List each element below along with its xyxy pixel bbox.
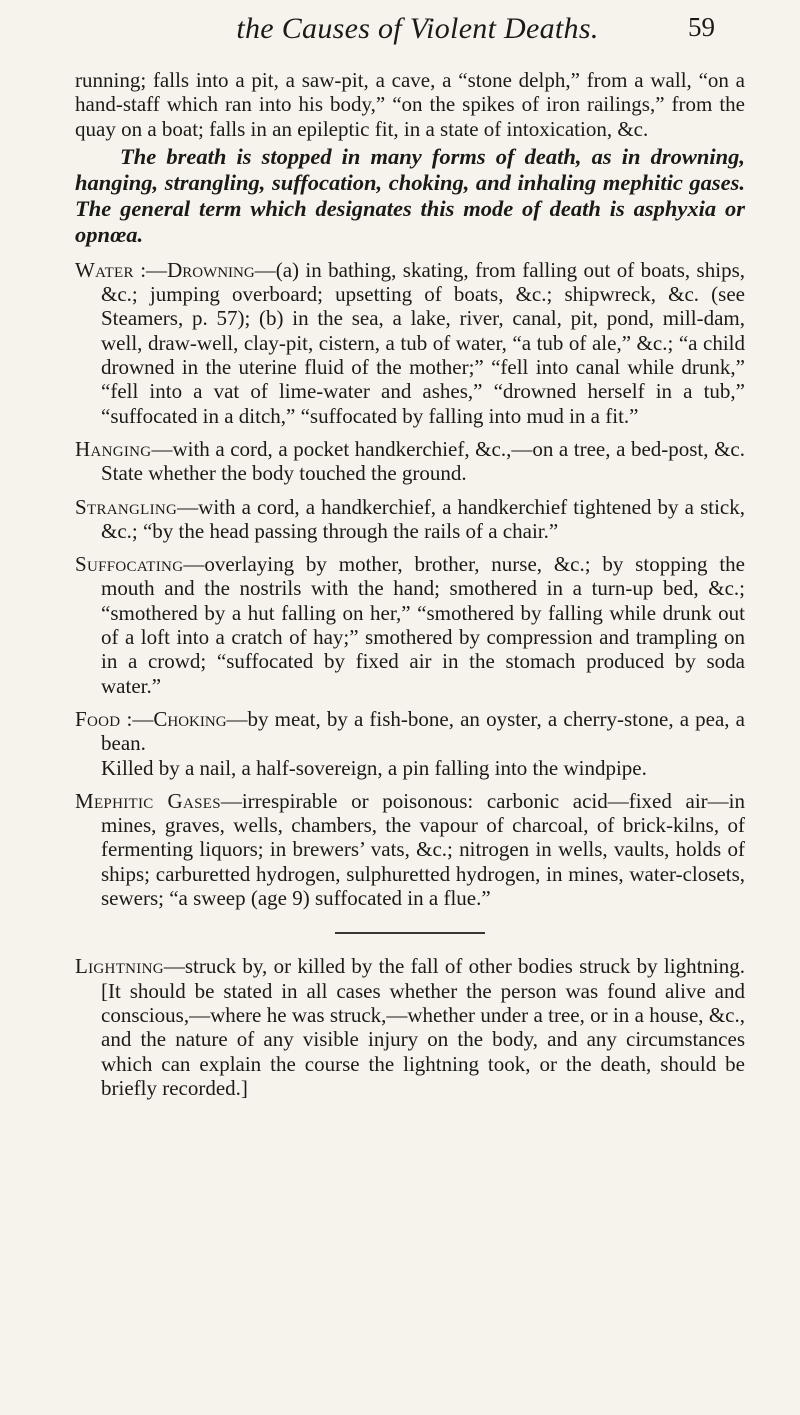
entry-hanging: Hanging—with a cord, a pocket handkerchief, &c.,—on a tree, a bed-post, &c. State whether the body touched the ground. — [75, 436, 745, 486]
entry-mephitic-gases: Mephitic Gases—irrespirable or poisonous: carbonic acid—fixed air—in mines, graves, wells, chambers, the vapour of charcoal, of brick-kilns, of fermenting liquors; in brewers’ vats, &c.; nitrogen in wells, vaults, holds of ships; carburetted hydrogen, sulphuretted hydrogen, in mines, water-closets, sewers; “a sweep (age 9) suffocated in a flue.” — [75, 788, 745, 911]
entry-heading: Suffocating — [75, 552, 184, 577]
entry-text: (a) in bathing, skating, from falling out of boats, ships, &c.; jumping overboard; upsetting of boats, &c.; shipwreck, &c. (see Steamers, p. 57); (b) in the sea, a lake, river, canal, pit, pond, mill-dam, well, draw-well, clay-pit, cistern, a tub of water, “a tub of ale,” &c.; “a child drowned in the uterine fluid of the mother;” “fell into canal while drunk,” “fell into a vat of lime-water and ashes,” “drowned herself in a tub,” “suffocated in a ditch,” “suffocated by falling into mud in a fit.” — [101, 257, 745, 428]
page-header — [120, 12, 715, 52]
entry-heading: Lightning — [75, 954, 164, 979]
entry-text: struck by, or killed by the fall of other bodies struck by lightning. [It should be stated in all cases whether the person was found alive and conscious,—where he was struck,—whether under a tree, or in a house, &c., and the nature of any visible injury on the body, and any circumstances which can explain the course the lightning took, or the death, should be briefly recorded.] — [101, 954, 745, 1100]
entry-subheading: Choking — [153, 706, 227, 731]
entry-heading: Water — [75, 257, 134, 282]
entry-strangling: Strangling—with a cord, a handkerchief, a handkerchief tightened by a stick, &c.; “by the head passing through the rails of a chair.” — [75, 494, 745, 543]
entry-subheading: Drowning — [167, 257, 255, 282]
entry-heading: Food — [75, 706, 121, 731]
entry-text: with a cord, a handkerchief, a handkerchief tightened by a stick, &c.; “by the head passing through the rails of a chair.” — [101, 494, 745, 543]
entry-text: with a cord, a pocket handkerchief, &c.,—on a tree, a bed-post, &c. State whether the body touched the ground. — [101, 436, 745, 486]
entry-suffocating: Suffocating—overlaying by mother, brother, nurse, &c.; by stopping the mouth and the nostrils with the hand; smothered in a turn-up bed, &c.; “smothered by a hut falling on her,” “smothered by falling while drunk out of a loft into a cratch of hay;” smothered by compression and trampling on in a crowd; “suffocated by fixed air in the stomach produced by soda water.” — [75, 552, 745, 698]
continuation-paragraph: running; falls into a pit, a saw-pit, a cave, a “stone delph,” from a wall, “on a hand-staff which ran into his body,” “on the spikes of iron railings,” from the quay on a boat; falls in an epileptic fit, in a state of intoxication, &c. — [75, 68, 745, 141]
entry-heading: Strangling — [75, 494, 178, 519]
entry-heading: Mephitic Gases — [75, 788, 221, 813]
entry-text: overlaying by mother, brother, nurse, &c.; by stopping the mouth and the nostrils with the hand; smothered in a turn-up bed, &c.; “smothered by a hut falling on her,” “smothered by falling while drunk out of a loft into a cratch of hay;” smothered by compression and trampling on in a crowd; “suffocated by fixed air in the stomach produced by soda water.” — [101, 552, 745, 698]
entry-water: Water :—Drowning—(a) in bathing, skating, from falling out of boats, ships, &c.; jumping overboard; upsetting of boats, &c.; shipwreck, &c. (see Steamers, p. 57); (b) in the sea, a lake, river, canal, pit, pond, mill-dam, well, draw-well, clay-pit, cistern, a tub of water, “a tub of ale,” &c.; “a child drowned in the uterine fluid of the mother;” “fell into canal while drunk,” “fell into a vat of lime-water and ashes,” “drowned herself in a tub,” “suffocated in a ditch,” “suffocated by falling into mud in a fit.” — [75, 257, 745, 428]
entry-text: irrespirable or poisonous: carbonic acid—fixed air—in mines, graves, wells, chambers, the vapour of charcoal, of brick-kilns, of fermenting liquors; in brewers’ vats, &c.; nitrogen in wells, vaults, holds of ships; carburetted hydrogen, sulphuretted hydrogen, in mines, water-closets, sewers; “a sweep (age 9) suffocated in a flue.” — [101, 788, 745, 911]
entry-food: Food :—Choking—by meat, by a fish-bone, an oyster, a cherry-stone, a pea, a bean. — [75, 706, 745, 756]
section-divider — [335, 932, 485, 934]
running-title: the Causes of Violent Deaths. — [236, 12, 599, 45]
entry-food-killed: Killed by a nail, a half-sovereign, a pin falling into the windpipe. — [101, 755, 647, 780]
page-body — [75, 68, 745, 1100]
entry-lightning: Lightning—struck by, or killed by the fall of other bodies struck by lightning. [It should be stated in all cases whether the person was found alive and conscious,—where he was struck,—whether under a tree, or in a house, &c., and the nature of any visible injury on the body, and any circumstances which can explain the course the lightning took, or the death, should be briefly recorded.] — [75, 954, 745, 1100]
entry-text: by meat, by a fish-bone, an oyster, a cherry-stone, a pea, a bean. — [101, 706, 745, 756]
asphyxia-intro: The breath is stopped in many forms of death, as in drowning, hanging, strangling, suffocation, choking, and inhaling mephitic gases. The general term which designates this mode of death is asphyxia or opnœa. — [75, 143, 745, 247]
entry-heading: Hanging — [75, 436, 152, 461]
page-number: 59 — [688, 12, 715, 42]
